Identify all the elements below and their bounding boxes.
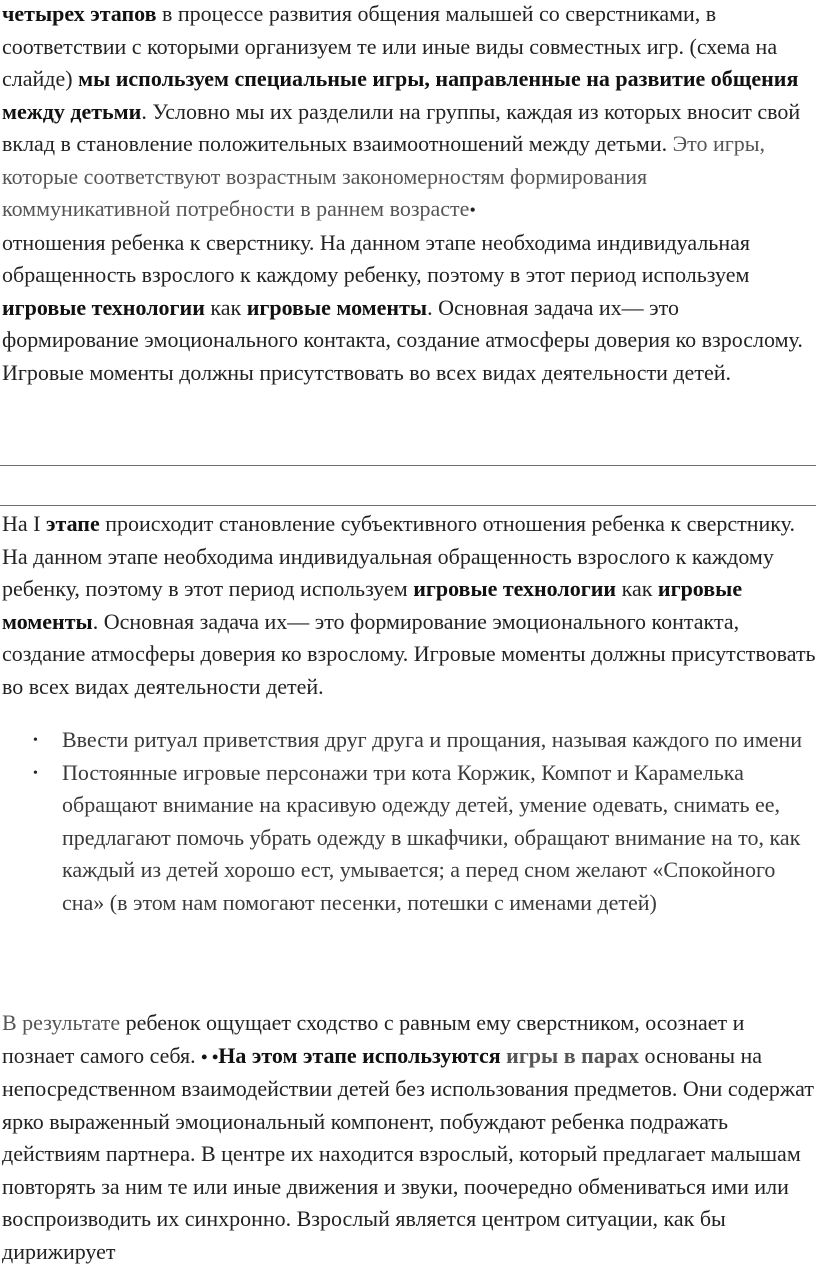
text-span: . Основная задача их— это формирование эмоционального контакта, создание атмосферы доверия ко взрослому. Игровые моменты должны присутствовать во всех видах деятельности детей. — [2, 294, 803, 385]
bold-phrase-gray: игры в парах — [506, 1042, 640, 1068]
text-span: как — [616, 576, 658, 601]
text-span: На I — [2, 511, 46, 536]
text-span: происходит становление субъективного отношения ребенка к сверстнику. На данном этапе необходима индивидуальная обращенность взрослого к каждому ребенку, поэтому в этот период используем — [2, 511, 795, 601]
bullet-icon: • — [33, 765, 38, 781]
text-span: как — [204, 294, 247, 320]
bold-phrase: игровые моменты — [2, 576, 743, 634]
text-span: . Основная задача их— это формирование эмоционального контакта, создание атмосферы доверия ко взрослому. Игровые моменты должны присутствовать во всех видах деятельности детей. — [2, 608, 816, 699]
bold-phrase: мы используем специальные игры, направленные на развитие общения между детьми — [2, 66, 799, 124]
list-item-text: Ввести ритуал приветствия друг друга и прощания, называя каждого по имени — [62, 727, 803, 752]
bullet-list — [0, 724, 816, 919]
text-span: основаны на непосредственном взаимодействии детей без использования предметов. Они содержат ярко выраженный эмоциональный компонент, побуждают ребенка подражать действиям партнера. В центре их находится взрослый, который предлагает малышам повторять за ним те или иные движения и звуки, поочередно обмениваться ими или воспроизводить их синхронно. Взрослый является центром ситуации, как бы дирижирует — [2, 1042, 814, 1264]
bold-phrase: этапе — [45, 511, 100, 536]
paragraph-stage-one — [0, 508, 816, 703]
horizontal-divider — [0, 505, 816, 506]
bullet-dot: • — [469, 200, 476, 220]
bold-phrase: игровые моменты — [246, 294, 428, 320]
text-span: в процессе развития общения малышей со сверстниками, в соответствии с которыми организуем те или иные виды совместных игр. (схема на слайде) — [2, 1, 778, 91]
bold-phrase: На этом этапе используются — [218, 1042, 501, 1068]
horizontal-divider — [0, 465, 816, 466]
text-span: ребенок ощущает сходство с равным ему сверстником, осознает и познает самого себя. — [2, 1010, 745, 1068]
bold-phrase: игровые технологии — [413, 576, 617, 601]
bullet-icon: • — [33, 733, 38, 748]
list-item — [0, 757, 816, 920]
text-span-gray: Это игры, которые соответствуют возрастным закономерностям формирования коммуникативной потребности в раннем возрасте — [2, 131, 766, 221]
paragraph-intro — [0, 0, 816, 389]
text-span-gray: В результате — [2, 1010, 121, 1035]
bold-phrase: четырех этапов — [2, 1, 157, 26]
text-span: . Условно мы их разделили на группы, каждая из которых вносит свой вклад в становление положительных взаимоотношений между детьми. — [2, 98, 801, 156]
paragraph-result — [0, 1007, 816, 1268]
list-item — [0, 724, 816, 757]
list-item-text: Постоянные игровые персонажи три кота Коржик, Компот и Карамелька обращают внимание на красивую одежду детей, умение одевать, снимать ее, предлагают помочь убрать одежду в шкафчики, обращают внимание на то, как каждый из детей хорошо ест, умывается; а перед сном желают «Спокойного сна» (в этом нам помогают песенки, потешки с именами детей) — [62, 759, 801, 915]
text-span: отношения ребенка к сверстнику. На данном этапе необходима индивидуальная обращенность взрослого к каждому ребенку, поэтому в этот период используем — [2, 229, 750, 287]
bold-phrase: игровые технологии — [2, 294, 205, 320]
bullet-dots: • • — [201, 1046, 219, 1067]
